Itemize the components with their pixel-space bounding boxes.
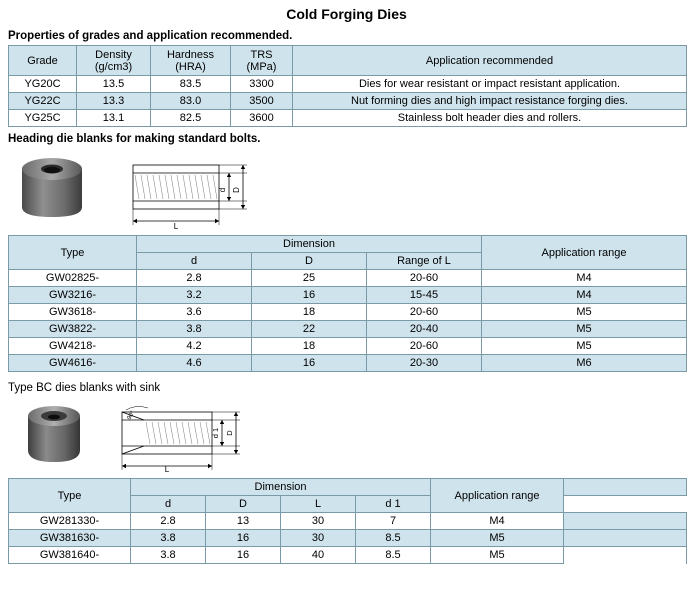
table-row — [9, 530, 687, 547]
cell-range-l: 15-45 — [367, 287, 482, 304]
cell-L: 30 — [281, 513, 356, 530]
cell-d: 3.6 — [137, 304, 252, 321]
table-header-row — [9, 46, 687, 76]
document-page — [0, 6, 693, 612]
heading-die-figure — [0, 151, 693, 229]
bc-die-photo — [12, 400, 112, 472]
cell-d: 3.2 — [137, 287, 252, 304]
header-density-line2: (g/cm3) — [94, 60, 133, 73]
table-row — [9, 304, 687, 321]
grades-section-label: Properties of grades and application recommended. — [8, 30, 293, 42]
header-application-range: Application range — [482, 236, 687, 270]
header-d: d — [131, 496, 206, 513]
table-row — [9, 321, 687, 338]
cell-d: 2.8 — [137, 270, 252, 287]
heading-die-table — [8, 235, 687, 372]
header-density — [77, 46, 151, 76]
cell-application: Nut forming dies and high impact resistance forging dies. — [293, 93, 687, 110]
cell-d: 4.6 — [137, 355, 252, 372]
heading-die-photo — [8, 151, 118, 229]
cell-application: M4 — [482, 270, 687, 287]
cell-range-l: 20-60 — [367, 338, 482, 355]
cell-type: GW02825- — [9, 270, 137, 287]
cell-D: 16 — [252, 287, 367, 304]
label-L: L — [164, 465, 170, 472]
label-D-big: D — [225, 430, 234, 436]
header-dimension: Dimension — [131, 479, 431, 496]
cell-application: Dies for wear resistant or impact resistant application. — [293, 76, 687, 93]
header-hardness-line2: (HRA) — [175, 60, 206, 73]
heading-section-label: Heading die blanks for making standard bolts. — [8, 133, 261, 145]
cell-hardness: 83.5 — [151, 76, 231, 93]
cell-D: 22 — [252, 321, 367, 338]
bc-die-drawing — [108, 400, 258, 472]
grades-table — [8, 45, 687, 127]
cell-range-l: 20-30 — [367, 355, 482, 372]
cell-type: GW381630- — [9, 530, 131, 547]
header-dimension: Dimension — [137, 236, 482, 253]
spare-cell — [564, 513, 687, 530]
bc-die-table — [8, 478, 687, 564]
cell-D: 16 — [252, 355, 367, 372]
cell-application: M6 — [482, 355, 687, 372]
cell-density: 13.1 — [77, 110, 151, 127]
header-application-range: Application range — [431, 479, 564, 513]
header-trs — [231, 46, 293, 76]
header-spare — [564, 479, 687, 496]
cell-D: 16 — [206, 547, 281, 564]
header-L: L — [281, 496, 356, 513]
cell-d: 2.8 — [131, 513, 206, 530]
cell-trs: 3300 — [231, 76, 293, 93]
table-header-row — [9, 479, 687, 496]
cell-D: 13 — [206, 513, 281, 530]
label-angle: 90° — [126, 410, 137, 421]
cell-hardness: 82.5 — [151, 110, 231, 127]
label-d1: d 1 — [211, 427, 220, 439]
spare-cell — [564, 530, 687, 547]
cell-type: GW381640- — [9, 547, 131, 564]
cell-D: 25 — [252, 270, 367, 287]
cell-D: 18 — [252, 338, 367, 355]
cell-application: M5 — [431, 547, 564, 564]
cell-trs: 3500 — [231, 93, 293, 110]
header-d: d — [137, 253, 252, 270]
header-hardness — [151, 46, 231, 76]
cell-hardness: 83.0 — [151, 93, 231, 110]
cell-application: M4 — [482, 287, 687, 304]
header-hardness-line1: Hardness — [166, 48, 215, 61]
cell-application: M5 — [482, 321, 687, 338]
cell-d: 3.8 — [131, 547, 206, 564]
table-row — [9, 287, 687, 304]
cell-type: GW3216- — [9, 287, 137, 304]
cell-d1: 8.5 — [356, 547, 431, 564]
cell-range-l: 20-60 — [367, 304, 482, 321]
bc-die-figure — [0, 400, 693, 472]
cell-d: 3.8 — [131, 530, 206, 547]
table-row — [9, 513, 687, 530]
cell-d1: 7 — [356, 513, 431, 530]
header-D: D — [206, 496, 281, 513]
cell-type: GW281330- — [9, 513, 131, 530]
table-row — [9, 93, 687, 110]
cell-type: GW3618- — [9, 304, 137, 321]
table-row — [9, 270, 687, 287]
table-row — [9, 355, 687, 372]
spare-cell — [564, 496, 687, 513]
label-L: L — [173, 222, 179, 229]
cell-type: GW4616- — [9, 355, 137, 372]
cell-d1: 8.5 — [356, 530, 431, 547]
table-row — [9, 76, 687, 93]
cell-d: 4.2 — [137, 338, 252, 355]
cell-density: 13.5 — [77, 76, 151, 93]
cell-density: 13.3 — [77, 93, 151, 110]
cell-type: GW4218- — [9, 338, 137, 355]
cell-application: M5 — [431, 530, 564, 547]
header-D: D — [252, 253, 367, 270]
cell-L: 40 — [281, 547, 356, 564]
cell-range-l: 20-40 — [367, 321, 482, 338]
table-header-row — [9, 236, 687, 253]
header-application: Application recommended — [293, 46, 687, 76]
table-row — [9, 110, 687, 127]
cell-range-l: 20-60 — [367, 270, 482, 287]
page-title: Cold Forging Dies — [286, 6, 407, 22]
header-trs-line2: (MPa) — [246, 60, 277, 73]
cell-L: 30 — [281, 530, 356, 547]
table-row — [9, 338, 687, 355]
label-d-small: d — [218, 187, 227, 193]
cell-d: 3.8 — [137, 321, 252, 338]
header-d1: d 1 — [356, 496, 431, 513]
cell-trs: 3600 — [231, 110, 293, 127]
label-D-big: D — [232, 187, 241, 193]
header-trs-line1: TRS — [250, 48, 273, 61]
cell-application: Stainless bolt header dies and rollers. — [293, 110, 687, 127]
header-density-line1: Density — [95, 48, 132, 61]
header-grade: Grade — [9, 46, 77, 76]
cell-application: M5 — [482, 338, 687, 355]
table-row — [9, 547, 687, 564]
header-type: Type — [9, 479, 131, 513]
header-range-of-l: Range of L — [367, 253, 482, 270]
heading-die-drawing — [125, 151, 265, 229]
cell-application: M5 — [482, 304, 687, 321]
spare-cell — [564, 547, 687, 564]
bc-section-label: Type BC dies blanks with sink — [8, 382, 161, 394]
cell-D: 16 — [206, 530, 281, 547]
cell-type: GW3822- — [9, 321, 137, 338]
cell-grade: YG20C — [9, 76, 77, 93]
cell-application: M4 — [431, 513, 564, 530]
header-type: Type — [9, 236, 137, 270]
cell-grade: YG22C — [9, 93, 77, 110]
cell-D: 18 — [252, 304, 367, 321]
cell-grade: YG25C — [9, 110, 77, 127]
